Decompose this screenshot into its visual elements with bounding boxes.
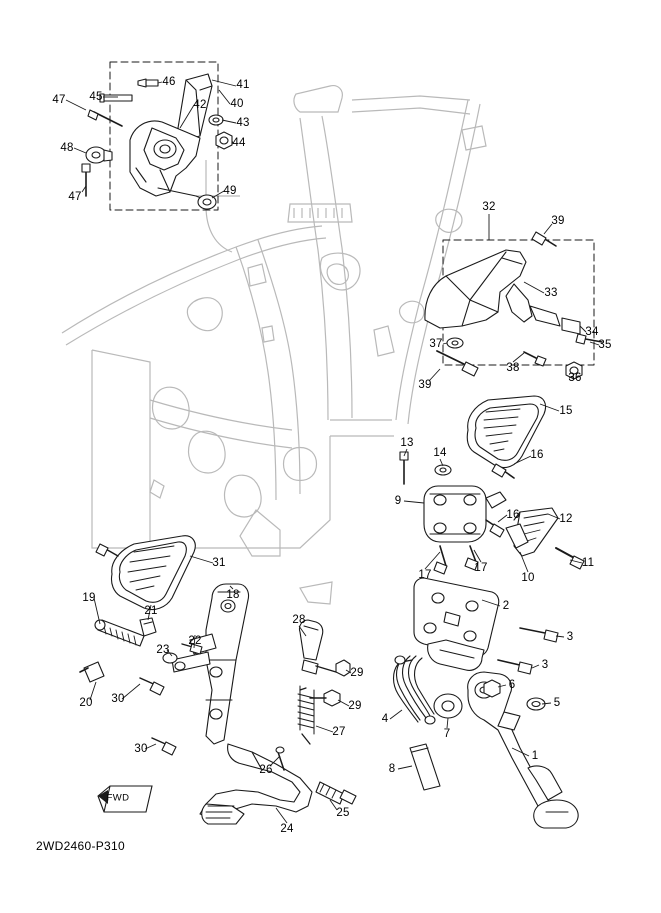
callout-19: 19 xyxy=(82,592,96,604)
callout-29-lower: 29 xyxy=(348,700,362,712)
callout-7: 7 xyxy=(443,728,451,740)
callout-25: 25 xyxy=(336,807,350,819)
callout-39-upper: 39 xyxy=(551,215,565,227)
callout-49: 49 xyxy=(223,185,237,197)
callout-39-lower: 39 xyxy=(418,379,432,391)
callout-33: 33 xyxy=(544,287,558,299)
callout-36: 36 xyxy=(568,372,582,384)
callout-6: 6 xyxy=(508,679,516,691)
callout-9: 9 xyxy=(394,495,402,507)
callout-10: 10 xyxy=(521,572,535,584)
callout-38: 38 xyxy=(506,362,520,374)
part-code-label: 2WD2460-P310 xyxy=(36,839,125,853)
callout-11: 11 xyxy=(581,557,595,569)
callout-34: 34 xyxy=(585,326,599,338)
callout-47-upper: 47 xyxy=(52,94,66,106)
callout-32: 32 xyxy=(482,201,496,213)
callout-14: 14 xyxy=(433,447,447,459)
callout-18: 18 xyxy=(226,589,240,601)
fwd-direction-label: FWD xyxy=(106,792,130,804)
callout-44: 44 xyxy=(232,137,246,149)
callout-20: 20 xyxy=(79,697,93,709)
callout-1: 1 xyxy=(531,750,539,762)
callout-30-upper: 30 xyxy=(111,693,125,705)
callout-46: 46 xyxy=(162,76,176,88)
callout-12: 12 xyxy=(559,513,573,525)
callout-3-lower: 3 xyxy=(541,659,549,671)
callout-15: 15 xyxy=(559,405,573,417)
callout-5: 5 xyxy=(553,697,561,709)
callout-40: 40 xyxy=(230,98,244,110)
callout-43: 43 xyxy=(236,117,250,129)
callout-22: 22 xyxy=(188,635,202,647)
callout-45: 45 xyxy=(89,91,103,103)
callout-4: 4 xyxy=(381,713,389,725)
callout-17-left: 17 xyxy=(418,569,432,581)
callout-29-upper: 29 xyxy=(350,667,364,679)
callout-31: 31 xyxy=(212,557,226,569)
callout-48: 48 xyxy=(60,142,74,154)
callout-28: 28 xyxy=(292,614,306,626)
callout-16-upper: 16 xyxy=(530,449,544,461)
callout-26: 26 xyxy=(259,764,273,776)
callout-8: 8 xyxy=(388,763,396,775)
callout-16-lower: 16 xyxy=(506,509,520,521)
callout-37: 37 xyxy=(429,338,443,350)
callout-30-lower: 30 xyxy=(134,743,148,755)
callout-24: 24 xyxy=(280,823,294,835)
callout-42: 42 xyxy=(193,99,207,111)
callout-2: 2 xyxy=(502,600,510,612)
callout-21: 21 xyxy=(144,605,158,617)
callout-23: 23 xyxy=(156,644,170,656)
callout-3-upper: 3 xyxy=(566,631,574,643)
callout-17-right: 17 xyxy=(474,562,488,574)
callout-13: 13 xyxy=(400,437,414,449)
callout-35: 35 xyxy=(598,339,612,351)
callout-41: 41 xyxy=(236,79,250,91)
callout-27: 27 xyxy=(332,726,346,738)
callout-47-lower: 47 xyxy=(68,191,82,203)
